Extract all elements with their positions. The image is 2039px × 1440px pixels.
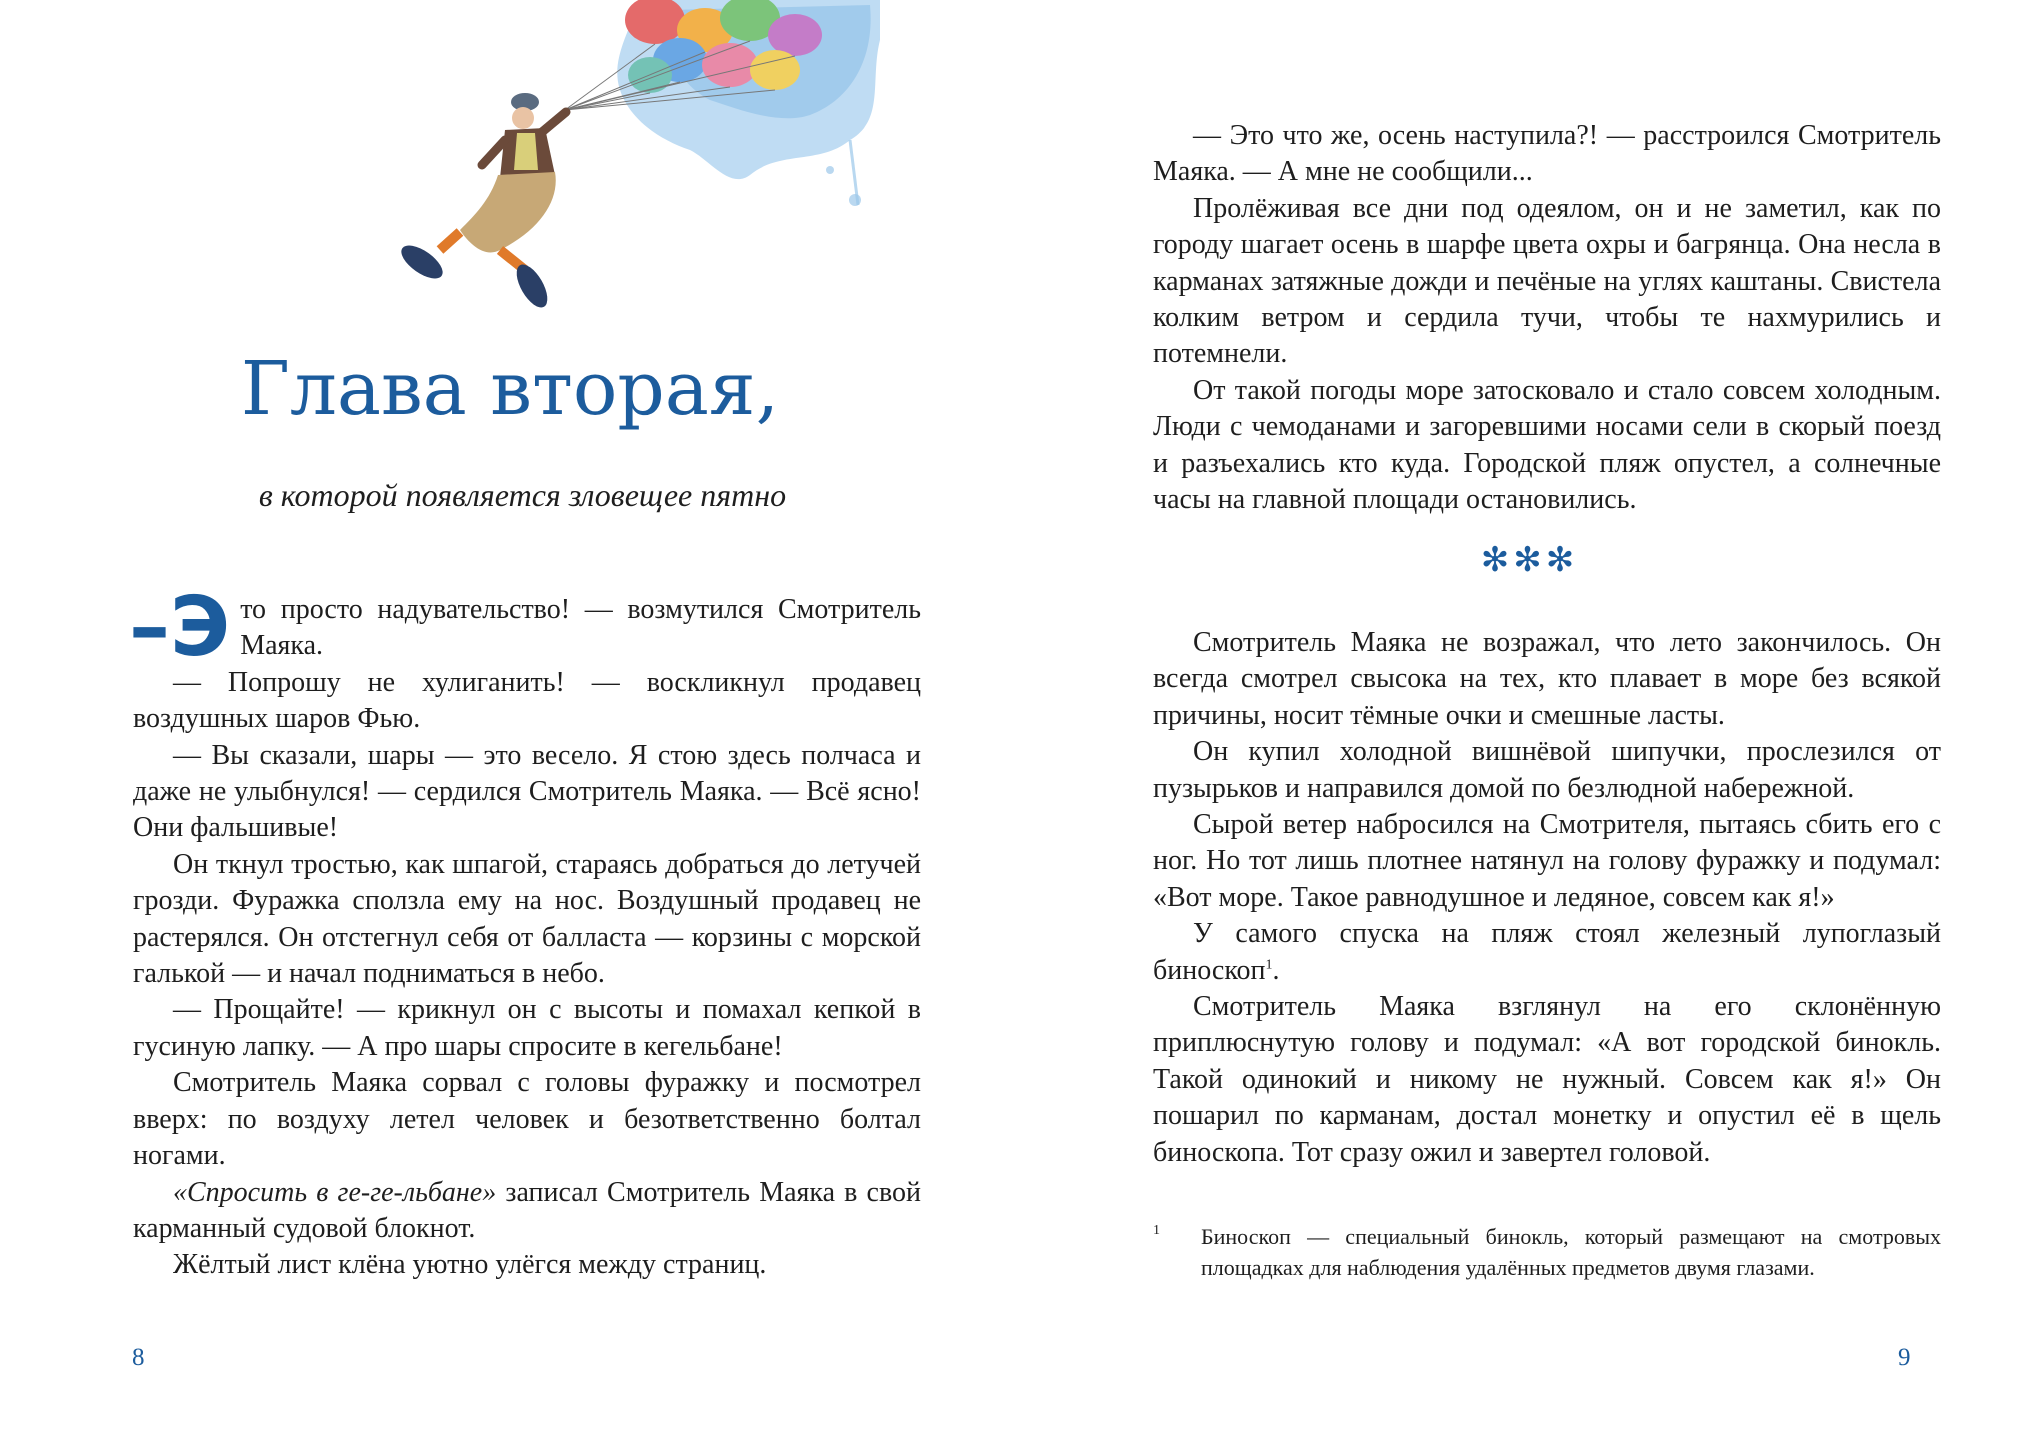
paragraph: Жёлтый лист клёна уютно улёгся между страниц. [173, 1249, 767, 1281]
paragraph: Смотритель Маяка не возражал, что лето закончилось. Он всегда смотрел свысока на тех, кто плавает в море без всякой причины, носит тёмные очки и смешные ласты. [1153, 627, 1941, 731]
paragraph-text: то просто надувательство! — возмутился Смотритель Маяка. [240, 594, 921, 662]
paragraph [133, 1175, 921, 1248]
paragraph: — Вы сказали, шары — это весело. Я стою здесь полчаса и даже не улыбнулся! — сердился Смотритель Маяка. — Всё ясно! Они фальшивые! [133, 739, 921, 844]
right-body-text-bottom [1153, 625, 1941, 1171]
paragraph [1153, 916, 1941, 989]
footnote-text: Биноскоп — специальный бинокль, который размещают на смотровых площадках для наблюдения удалённых предметов двумя глазами. [1201, 1224, 1941, 1280]
paragraph: Смотритель Маяка сорвал с головы фуражку и посмотрел вверх: по воздуху летел человек и безответственно болтал ногами. [133, 1067, 921, 1172]
chapter-title: Глава вторая, [240, 346, 780, 432]
paragraph [129, 580, 921, 675]
paragraph-text: записал Смотритель Маяка в свой карманный судовой блокнот. [133, 1176, 921, 1244]
paragraph: — Прощайте! — крикнул он с высоты и помахал кепкой в гусиную лапку. — А про шары спросите в кегельбане! [133, 994, 921, 1062]
italic-quote: «Спросить в ге-ге-льбане» [173, 1176, 497, 1208]
drop-cap: –Э [129, 580, 231, 675]
paragraph: Он купил холодной вишнёвой шипучки, прослезился от пузырьков и направился домой по безлюдной набережной. [1153, 736, 1941, 804]
paragraph: Пролёживая все дни под одеялом, он и не заметил, как по городу шагает осень в шарфе цвета охры и багрянца. Она несла в карманах затяжные дожди и печёные на углях каштаны. Свистела колким ветром и сердила тучи, чтобы те нахмурились и потемнели. [1153, 192, 1941, 370]
right-page [1020, 0, 2039, 1440]
left-body-text [129, 580, 921, 1284]
page-number: 9 [1898, 1344, 1911, 1371]
paragraph: От такой погоды море затосковало и стало совсем холодным. Люди с чемоданами и загоревшими носами сели в скорый поезд и разъехались кто куда. Городской пляж опустел, а солнечные часы на главной площади остановились. [1153, 374, 1941, 516]
page-number: 8 [132, 1344, 145, 1371]
chapter-subtitle: в которой появляется зловещее пятно [258, 477, 787, 513]
paragraph-text: . [1272, 954, 1280, 986]
right-body-text-top [1153, 118, 1941, 518]
footnote-number: 1 [1153, 1223, 1160, 1238]
balloon-seller-illustration-icon [310, 0, 880, 330]
paragraph: — Попрошу не хулиганить! — воскликнул продавец воздушных шаров Фью. [133, 666, 921, 735]
paragraph-text: У самого спуска на пляж стоял железный лупоглазый биноскоп [1153, 918, 1941, 986]
section-ornament: ✻✻✻ [1480, 540, 1579, 580]
footnote [1153, 1222, 1941, 1283]
paragraph: Он ткнул тростью, как шпагой, стараясь добраться до летучей грозди. Фуражка сползла ему на нос. Воздушный продавец не растерялся. Он отстегнул себя от балласта — корзины с морской галькой — и начал подниматься в небо. [133, 848, 921, 990]
paragraph: — Это что же, осень наступила?! — расстроился Смотритель Маяка. — А мне не сообщили... [1153, 120, 1941, 188]
paragraph: Сырой ветер набросился на Смотрителя, пытаясь сбить его с ног. Но тот лишь плотнее натянул на голову фуражку и подумал: «Вот море. Такое равнодушное и ледяное, совсем как я!» [1153, 809, 1941, 913]
paragraph: Смотритель Маяка взглянул на его склонённую приплюснутую голову и подумал: «А вот городской бинокль. Такой одинокий и никому не нужный. Совсем как я!» Он пошарил по карманам, достал монетку и опустил её в щель биноскопа. Тот сразу ожил и завертел головой. [1153, 991, 1941, 1168]
footnote-reference[interactable]: 1 [1265, 957, 1273, 973]
